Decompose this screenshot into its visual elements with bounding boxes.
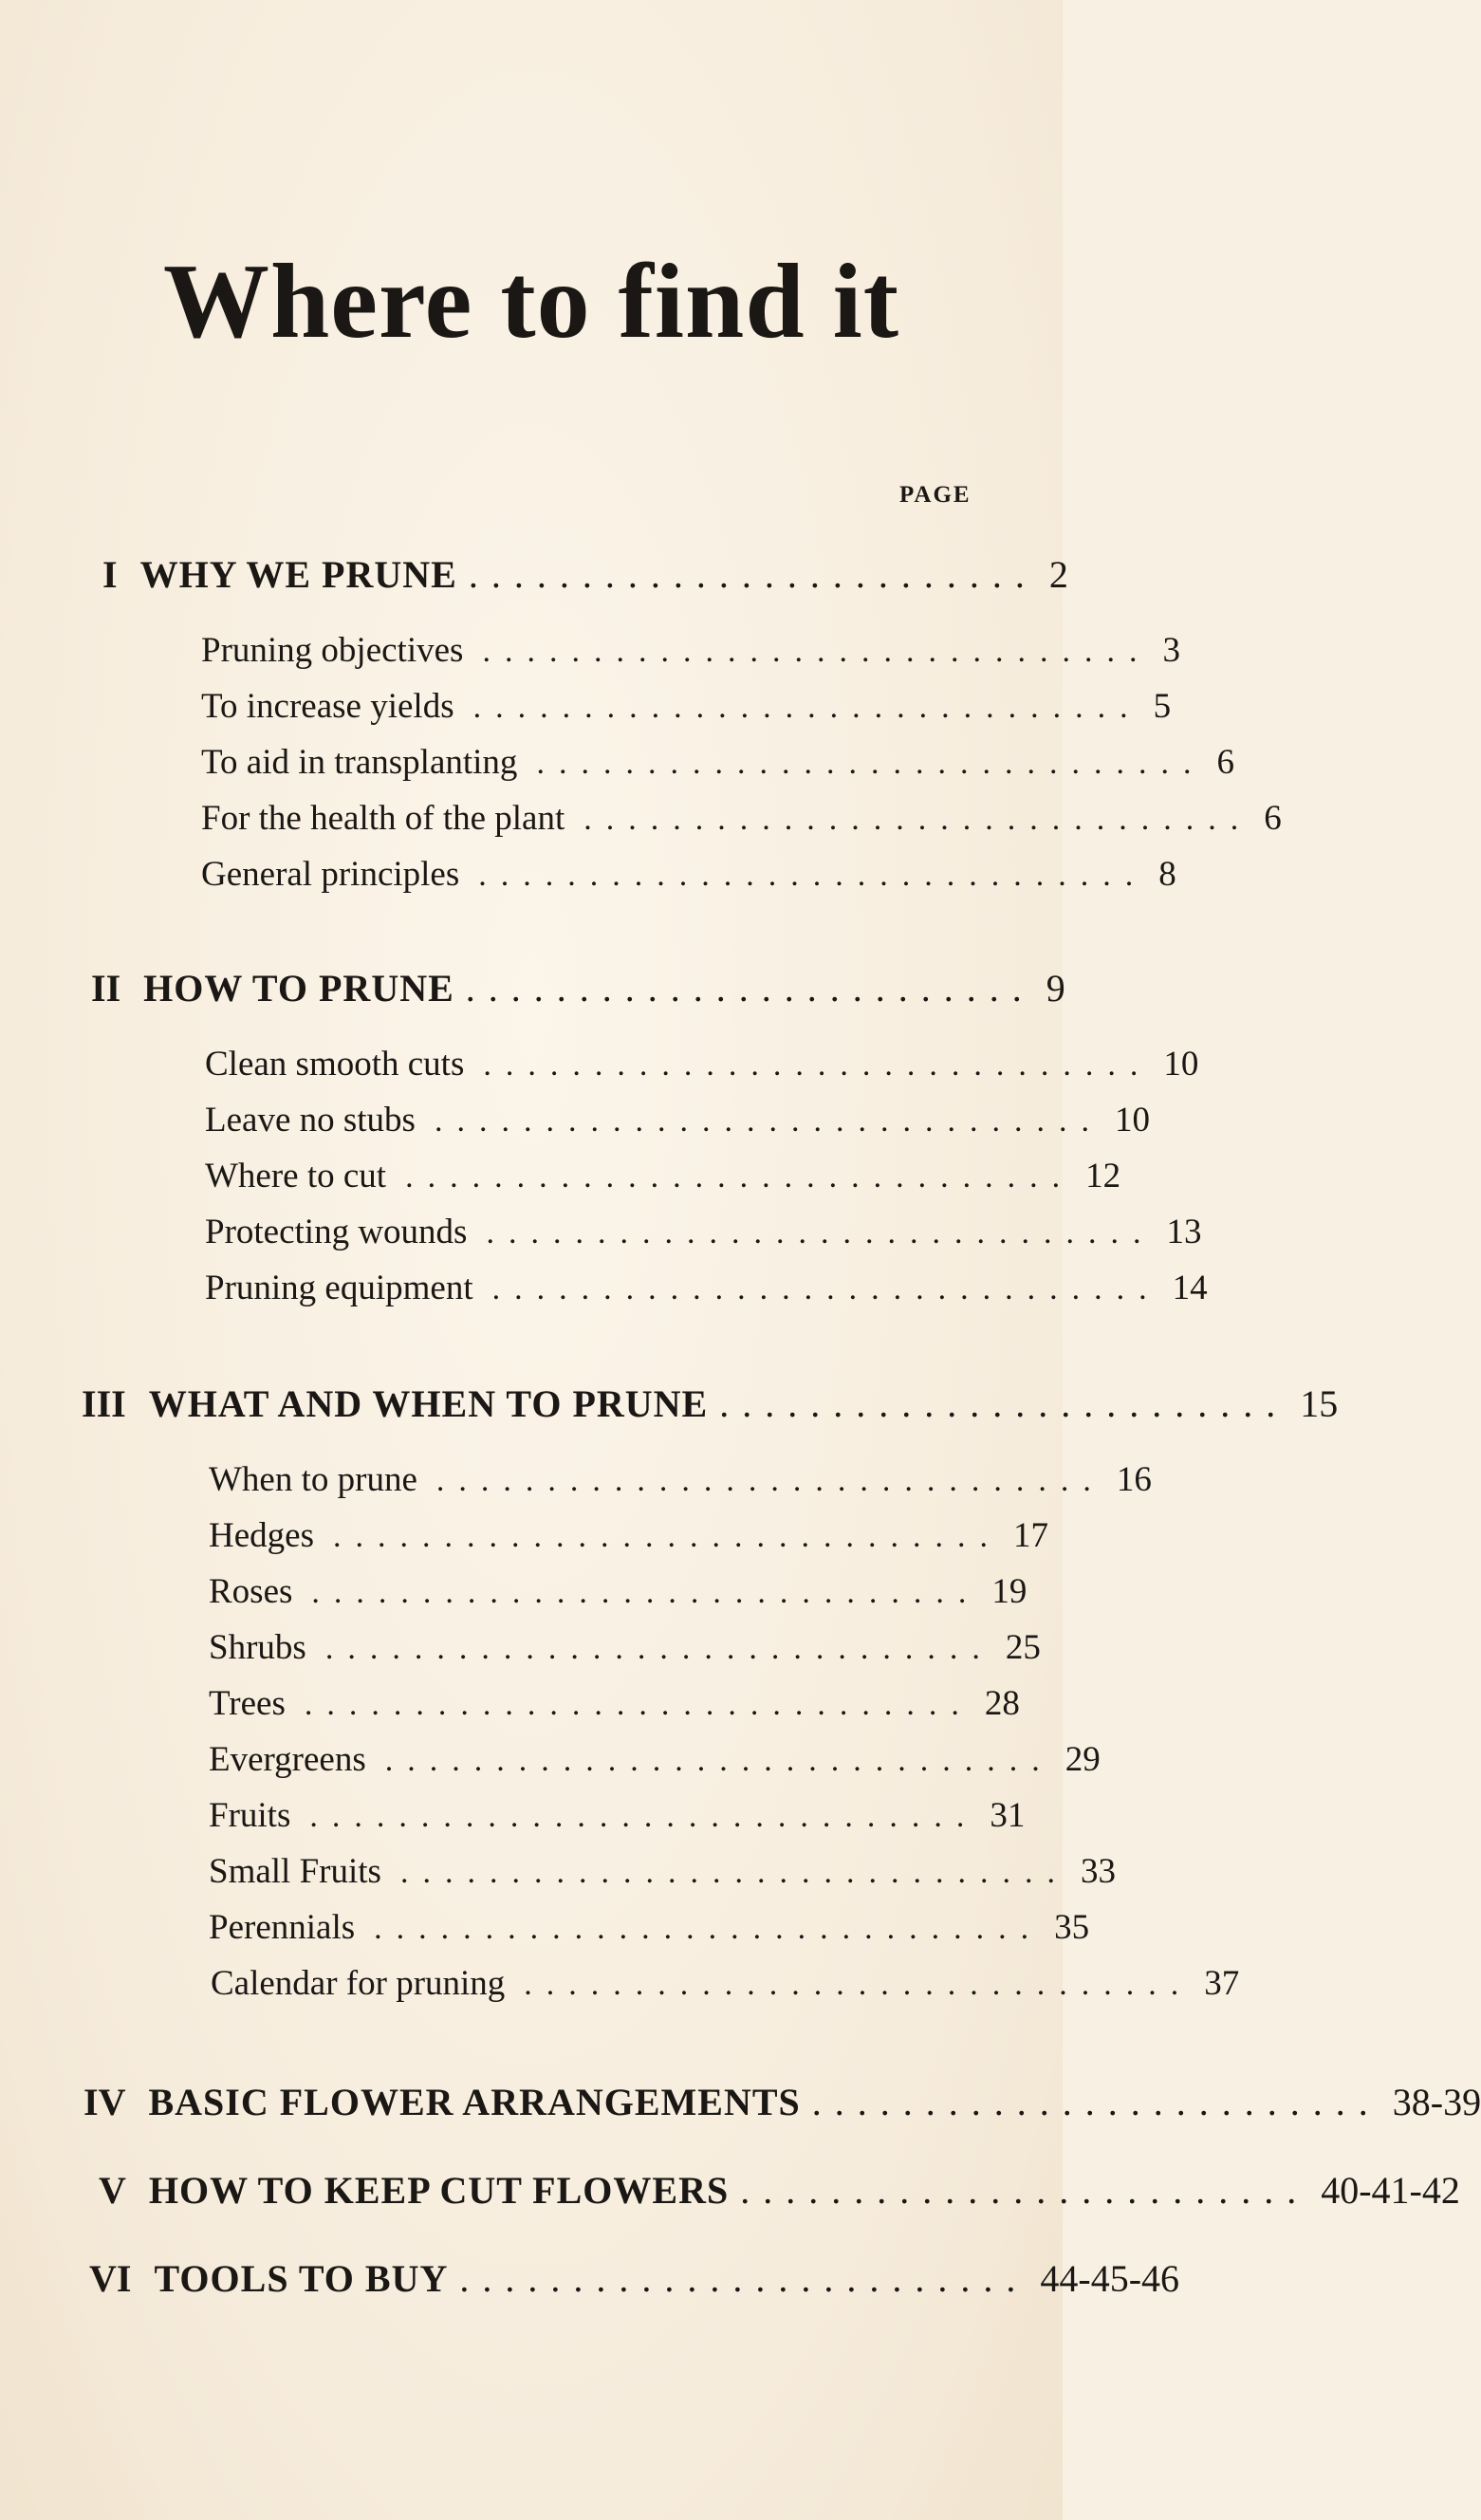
dot-leader: ......................... [465, 967, 1035, 1010]
dot-leader: .............................. [524, 1967, 1194, 2002]
entry-label: For the health of the plant [201, 799, 565, 838]
dot-leader: ......................... [468, 553, 1038, 596]
section-page: 40-41-42 [1321, 2169, 1460, 2212]
toc-entry[interactable] [209, 1571, 1027, 1612]
entry-label: General principles [201, 855, 460, 894]
dot-leader: .............................. [483, 1047, 1153, 1083]
dot-leader: .............................. [536, 746, 1206, 781]
entry-page: 6 [1264, 799, 1282, 838]
page-title: Where to find it [162, 243, 900, 361]
toc-entry[interactable] [211, 1963, 1240, 2004]
entry-label: Clean smooth cuts [205, 1045, 465, 1084]
dot-leader: ......................... [740, 2169, 1310, 2212]
section-heading[interactable] [102, 552, 1068, 597]
entry-label: Pruning equipment [205, 1269, 473, 1307]
toc-entry[interactable] [209, 1739, 1101, 1780]
entry-label: To aid in transplanting [201, 743, 518, 782]
section-title: HOW TO KEEP CUT FLOWERS [148, 2169, 730, 2212]
toc-entry[interactable] [209, 1627, 1041, 1668]
dot-leader: .............................. [384, 1743, 1054, 1778]
entry-label: Protecting wounds [205, 1213, 468, 1251]
dot-leader: .............................. [405, 1159, 1075, 1195]
toc-entry[interactable] [205, 1156, 1121, 1196]
entry-page: 31 [990, 1796, 1026, 1835]
entry-page: 8 [1158, 855, 1176, 894]
toc-entry[interactable] [209, 1907, 1090, 1948]
section-title: WHAT AND WHEN TO PRUNE [148, 1382, 709, 1425]
entry-label: Small Fruits [209, 1852, 381, 1891]
section-heading[interactable] [99, 2168, 1460, 2213]
section-numeral: V [99, 2169, 126, 2212]
section-heading[interactable] [82, 1381, 1339, 1426]
entry-label: Fruits [209, 1796, 291, 1835]
page-column-label: PAGE [899, 482, 972, 508]
toc-entry[interactable] [205, 1212, 1202, 1252]
dot-leader: .............................. [324, 1631, 994, 1666]
entry-label: To increase yields [201, 687, 454, 726]
entry-page: 37 [1204, 1964, 1240, 2003]
entry-page: 3 [1162, 631, 1180, 670]
entry-label: Leave no stubs [205, 1101, 416, 1140]
entry-page: 12 [1085, 1157, 1121, 1195]
entry-label: Roses [209, 1572, 293, 1611]
entry-page: 19 [991, 1572, 1027, 1611]
dot-leader: .............................. [482, 634, 1152, 669]
section-heading[interactable] [83, 2080, 1481, 2124]
entry-page: 6 [1216, 743, 1234, 782]
entry-page: 33 [1080, 1852, 1116, 1891]
dot-leader: .............................. [583, 802, 1253, 837]
section-heading[interactable] [89, 2256, 1180, 2301]
entry-label: When to prune [209, 1460, 417, 1499]
section-page: 2 [1048, 553, 1068, 596]
dot-leader: .............................. [399, 1855, 1069, 1890]
section-numeral: IV [83, 2081, 126, 2123]
section-title: TOOLS TO BUY [154, 2257, 449, 2300]
dot-leader: .............................. [311, 1575, 981, 1610]
entry-page: 28 [984, 1684, 1020, 1723]
toc-entry[interactable] [201, 854, 1176, 895]
dot-leader: .............................. [486, 1215, 1156, 1251]
entry-label: Evergreens [209, 1740, 366, 1779]
toc-entry[interactable] [201, 742, 1234, 783]
dot-leader: .............................. [478, 858, 1148, 893]
entry-page: 10 [1163, 1045, 1199, 1084]
section-numeral: II [91, 967, 121, 1010]
toc-entry[interactable] [205, 1268, 1208, 1308]
entry-label: Perennials [209, 1908, 356, 1947]
entry-page: 14 [1172, 1269, 1208, 1307]
section-page: 38-39 [1392, 2081, 1481, 2123]
dot-leader: .............................. [332, 1519, 1002, 1554]
dot-leader: .............................. [491, 1271, 1161, 1306]
section-page: 9 [1046, 967, 1065, 1010]
toc-entry[interactable] [209, 1851, 1116, 1892]
entry-label: Where to cut [205, 1157, 387, 1195]
toc-entry[interactable] [205, 1100, 1150, 1140]
section-numeral: I [102, 553, 118, 596]
dot-leader: .............................. [472, 690, 1142, 725]
dot-leader: ......................... [459, 2257, 1029, 2300]
dot-leader: .............................. [374, 1911, 1044, 1946]
section-numeral: VI [89, 2257, 132, 2300]
toc-entry[interactable] [201, 798, 1282, 839]
entry-label: Shrubs [209, 1628, 306, 1667]
section-page: 15 [1300, 1382, 1339, 1425]
toc-entry[interactable] [209, 1515, 1048, 1556]
dot-leader: .............................. [435, 1463, 1105, 1498]
entry-label: Trees [209, 1684, 286, 1723]
section-numeral: III [82, 1382, 126, 1425]
section-heading[interactable] [91, 966, 1065, 1010]
entry-page: 29 [1064, 1740, 1101, 1779]
dot-leader: .............................. [304, 1687, 973, 1722]
section-title: WHY WE PRUNE [139, 553, 457, 596]
entry-page: 16 [1116, 1460, 1152, 1499]
toc-entry[interactable] [209, 1795, 1026, 1836]
entry-page: 35 [1054, 1908, 1090, 1947]
section-title: HOW TO PRUNE [143, 967, 454, 1010]
entry-page: 25 [1005, 1628, 1041, 1667]
entry-page: 10 [1114, 1101, 1150, 1140]
section-title: BASIC FLOWER ARRANGEMENTS [148, 2081, 801, 2123]
entry-label: Pruning objectives [201, 631, 464, 670]
section-page: 44-45-46 [1040, 2257, 1180, 2300]
toc-entry[interactable] [201, 630, 1180, 671]
toc-entry[interactable] [201, 686, 1172, 727]
entry-page: 17 [1012, 1516, 1048, 1555]
toc-entry[interactable] [209, 1459, 1152, 1500]
toc-entry[interactable] [205, 1044, 1199, 1084]
entry-label: Hedges [209, 1516, 314, 1555]
dot-leader: .............................. [434, 1103, 1103, 1139]
entry-page: 5 [1153, 687, 1172, 726]
entry-page: 13 [1166, 1213, 1202, 1251]
dot-leader: .............................. [309, 1799, 979, 1834]
dot-leader: ......................... [719, 1382, 1289, 1425]
dot-leader: ......................... [811, 2081, 1381, 2123]
entry-label: Calendar for pruning [211, 1964, 506, 2003]
toc-entry[interactable] [209, 1683, 1020, 1724]
